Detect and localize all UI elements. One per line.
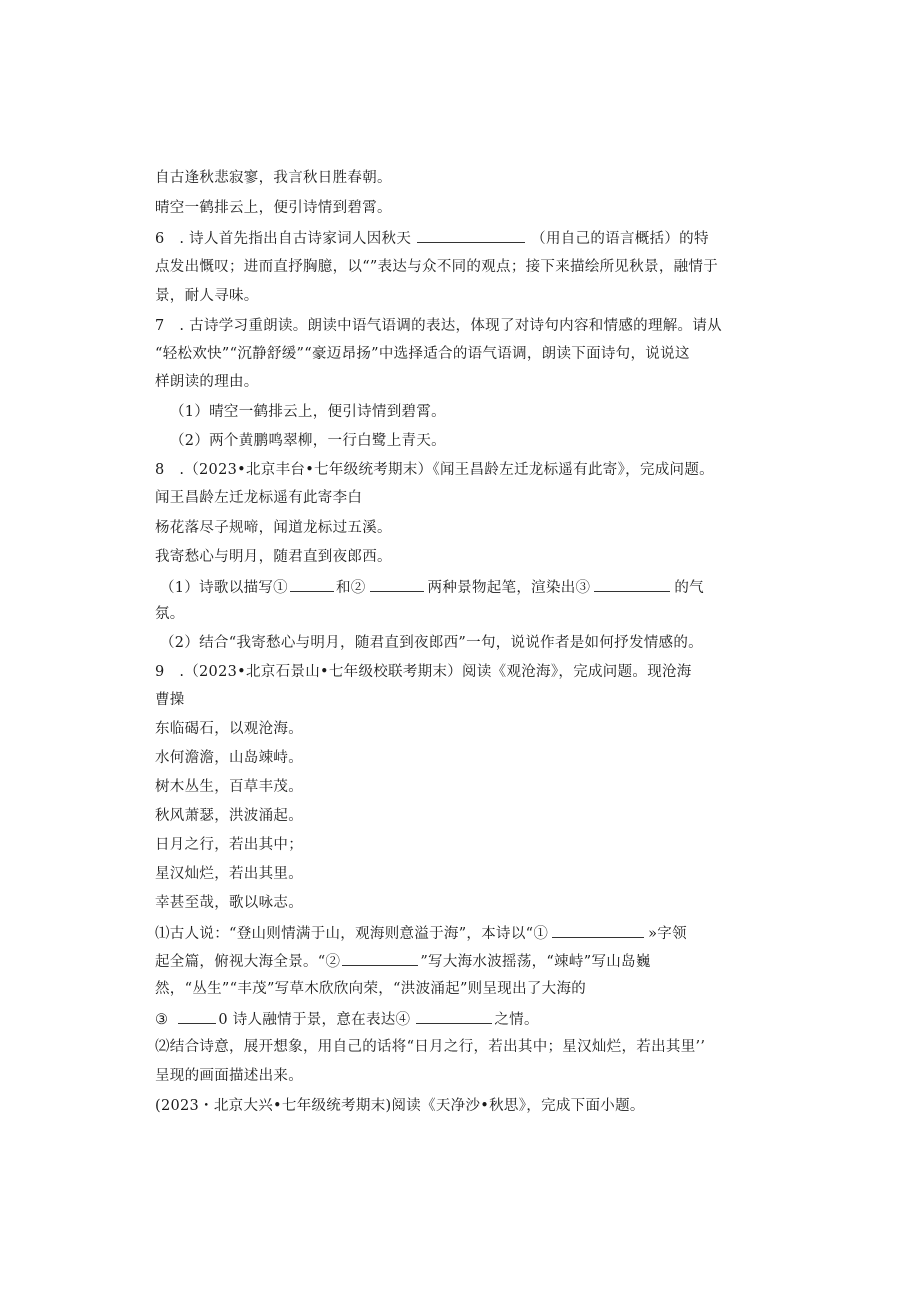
answer-blank[interactable] (370, 576, 424, 592)
answer-blank[interactable] (290, 576, 334, 592)
question-9-line: 然，“丛生”“丰茂”写草木欣欣向荣，“洪波涌起”则呈现出了大海的 (155, 981, 587, 997)
sub1-text-a: （1）诗歌以描写① (160, 580, 288, 596)
sub1-text-a: ⑴古人说：“登山则情满于山，观海则意溢于海”，本诗以“① (155, 926, 549, 942)
poem-line: 秋风萧瑟，洪波涌起。 (155, 808, 303, 824)
sub1-text-b: »字领 (648, 926, 687, 942)
question-8-sub1 (160, 576, 704, 598)
question-9-line (155, 1008, 539, 1030)
poem-line: 星汉灿烂，若出其里。 (155, 866, 303, 882)
question-9-sub2: ⑵结合诗意，展开想象，用自己的话将“日月之行，若出其中；星汉灿烂，若出其里’’ (155, 1039, 706, 1055)
question-7-line: “轻松欢快”“沉静舒缓”“豪迈昂扬”中选择适合的语气语调，朗读下面诗句，说说这 (155, 346, 690, 362)
question-6-text-b: （用自己的语言概括）的特 (531, 231, 709, 247)
question-9: 9 .（2023•北京石景山•七年级校联考期末）阅读《观沧海》，完成问题。现沧海 (155, 664, 692, 680)
question-8-line: 氛。 (155, 606, 185, 622)
question-9-line: 呈现的画面描述出来。 (155, 1068, 303, 1084)
question-8: 8 .（2023•北京丰台•七年级统考期末）《闻王昌龄左迁龙标遥有此寄》，完成问题。 (155, 462, 714, 478)
sub-question: （1）晴空一鹤排云上，便引诗情到碧霄。 (170, 404, 446, 420)
poem-line: 我寄愁心与明月，随君直到夜郎西。 (155, 549, 392, 565)
answer-blank[interactable] (594, 576, 670, 592)
question-9-sub1 (155, 922, 687, 944)
poem-line: 杨花落尽子规啼，闻道龙标过五溪。 (155, 520, 392, 536)
question-9-line (155, 950, 651, 972)
question-7-line: 样朗读的理由。 (155, 374, 259, 390)
poem-line: 晴空一鹤排云上，便引诗情到碧霄。 (155, 200, 392, 216)
line-text-b: ”写大海水波摇荡，“竦峙”写山岛巍 (420, 954, 651, 970)
poem-line: 日月之行，若出其中； (155, 837, 303, 853)
line-text-b: 0 诗人融情于景，意在表达④ (218, 1012, 411, 1028)
poem-line: 水何澹澹，山岛竦峙。 (155, 750, 303, 766)
answer-blank[interactable] (342, 950, 418, 966)
question-7: 7 . 古诗学习重朗读。朗读中语气语调的表达，体现了对诗句内容和情感的理解。请从 (155, 318, 722, 334)
answer-blank[interactable] (417, 227, 525, 243)
sub1-text-b: 和② (335, 580, 366, 596)
answer-blank[interactable] (416, 1008, 492, 1024)
poem-line: 幸甚至哉，歌以咏志。 (155, 895, 303, 911)
answer-blank[interactable] (552, 922, 644, 938)
sub-question: （2）两个黄鹏鸣翠柳，一行白鹭上青天。 (170, 433, 446, 449)
poem-author: 曹操 (155, 692, 185, 708)
sub1-text-d: 的气 (674, 580, 704, 596)
poem-line: 自古逢秋悲寂寥，我言秋日胜春朝。 (155, 170, 392, 186)
answer-blank[interactable] (178, 1008, 216, 1024)
next-question: (2023・北京大兴•七年级统考期末)阅读《天净沙•秋思》，完成下面小题。 (155, 1098, 645, 1114)
question-6 (155, 227, 709, 249)
line-text-a: 起全篇，俯视大海全景。“② (155, 954, 341, 970)
question-6-text-a: 6 . 诗人首先指出自古诗家词人因秋天 (155, 231, 412, 247)
question-6-line: 点发出慨叹；进而直抒胸臆，以“”表达与众不同的观点；接下来描绘所见秋景，融情于 (155, 259, 719, 275)
question-8-sub2: （2）结合“我寄愁心与明月，随君直到夜郎西”一句，说说作者是如何抒发情感的。 (160, 635, 703, 651)
question-6-line: 景，耐人寻味。 (155, 288, 259, 304)
poem-line: 树木丛生，百草丰茂。 (155, 779, 303, 795)
sub1-text-c: 两种景物起笔，渲染出③ (427, 580, 591, 596)
poem-title: 闻王昌龄左迁龙标遥有此寄李白 (155, 490, 363, 506)
line-text-c: 之情。 (494, 1012, 539, 1028)
poem-line: 东临碣石，以观沧海。 (155, 721, 303, 737)
line-text-a: ③ (155, 1012, 169, 1028)
